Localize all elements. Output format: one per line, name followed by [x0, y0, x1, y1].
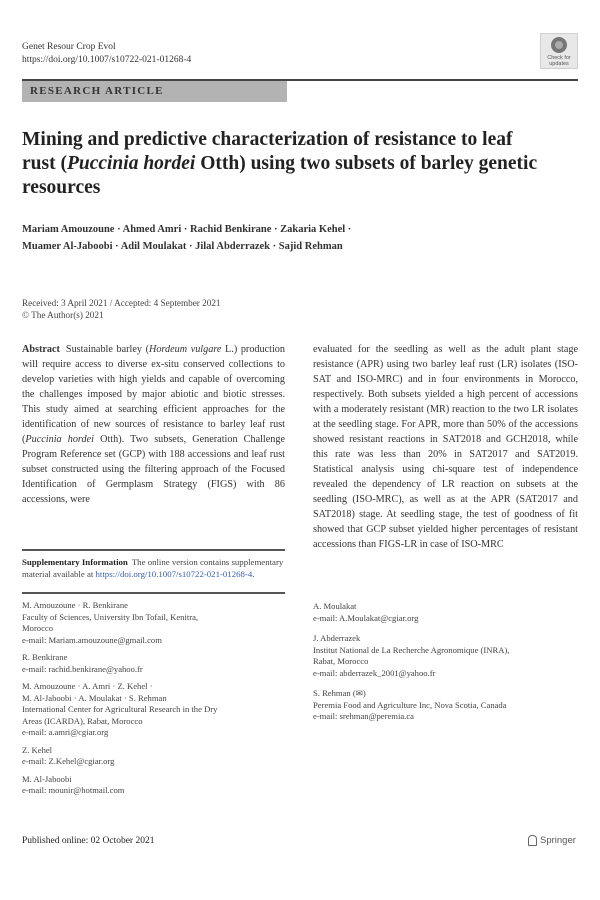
author-list: [22, 221, 562, 255]
email-link[interactable]: e-mail: srehman@peremia.ca: [313, 711, 414, 721]
email-link[interactable]: e-mail: rachid.benkirane@yahoo.fr: [22, 663, 143, 674]
affiliation-block: R. Benkirane e-mail: rachid.benkirane@yahoo.fr: [22, 652, 292, 675]
email-link[interactable]: e-mail: Z.Kehel@cgiar.org: [22, 756, 115, 766]
authors-line-1: Mariam Amouzoune · Ahmed Amri · Rachid Benkirane · Zakaria Kehel ·: [22, 224, 352, 235]
abstract-left-column: Abstract Sustainable barley (Hordeum vulgare L.) production will require access to diverse ex-situ conserved collections to develop varieties with high yields and capable of overcoming the challenges imposed by major abiotic and biotic stresses. This study aimed at searching efficient approaches for the identification of new sources of resistance to barley leaf rust (Puccinia hordei Otth). Two subsets, Generation Challenge Program Reference set (GCP) with 188 accessions and leaf rust subset constructed using the filtering approach of the Focused Identification of Germplasm Strategy (FIGS) with 86 accessions, were: [22, 344, 285, 505]
check-updates-icon: [551, 37, 567, 53]
supplementary-bottom-rule: [22, 592, 285, 594]
copyright: © The Author(s) 2021: [22, 310, 104, 320]
article-type-banner: [22, 81, 287, 102]
email-link[interactable]: e-mail: mounir@hotmail.com: [22, 785, 125, 795]
check-for-updates-badge[interactable]: [540, 33, 578, 69]
abstract-heading: Abstract: [22, 344, 60, 355]
published-online-date: Published online: 02 October 2021: [22, 836, 155, 846]
badge-label: Check for updates: [547, 55, 571, 67]
journal-header: [22, 41, 191, 67]
received-accepted: Received: 3 April 2021 / Accepted: 4 September 2021: [22, 298, 221, 308]
authors-line-2: Muamer Al-Jaboobi · Adil Moulakat · Jilal Abderrazek · Sajid Rehman: [22, 241, 343, 252]
affiliations-left: [22, 600, 292, 803]
affiliation-block: S. Rehman (✉) Peremia Food and Agriculture Inc, Nova Scotia, Canada e-mail: srehman@peremia.ca: [313, 688, 583, 723]
email-link[interactable]: e-mail: a.amri@cgiar.org: [22, 727, 109, 737]
springer-horse-icon: [528, 835, 537, 846]
supplementary-link[interactable]: https://doi.org/10.1007/s10722-021-01268-4: [95, 568, 253, 579]
title-species: Puccinia hordei: [66, 153, 196, 174]
affiliation-block: Z. Kehel e-mail: Z.Kehel@cgiar.org: [22, 745, 292, 768]
affiliation-block: M. Amouzoune · A. Amri · Z. Kehel · M. Al-Jaboobi · A. Moulakat · S. Rehman International Center for Agricultural Research in the Dry Areas (ICARDA), Rabat, Morocco e-mail: a.amri@cgiar.org: [22, 681, 292, 739]
affiliation-block: M. Al-Jaboobi e-mail: mounir@hotmail.com: [22, 774, 292, 797]
affiliation-block: A. Moulakat e-mail: A.Moulakat@cgiar.org: [313, 601, 583, 624]
affiliations-right: [313, 601, 583, 732]
article-type: RESEARCH ARTICLE: [30, 85, 164, 97]
affiliation-block: M. Amouzoune · R. Benkirane Faculty of Sciences, University Ibn Tofail, Kenitra, Morocco e-mail: Mariam.amouzoune@gmail.com: [22, 600, 292, 646]
abstract-right-column: evaluated for the seedling as well as the adult plant stage resistance (APR) using two barley leaf rust (LR) isolates (ISO-SAT and ISO-MRC) and in four environments in Morocco, respectively. Both subsets yielded a high percent of accessions with a moderately resistant (MR) reaction to the two LR isolates at the seedling stage. For APR, more than 50% of the accessions showed resistant reactions in SAT2018 and GCH2018, while this rate was less than 20% in SAT2017 and SAT2019. Statistical analysis using chi-square test of independence revealed the dependency of LR reaction on subsets at the seedling (ISO-MRC), as well as at the APR (SAT2017 and SAT2018) stage. At seedling stage, the test of goodness of fit showed that GCP subset yielded higher percentages of resistant accessions than FIGS-LR in case of ISO-MRC: [313, 344, 578, 550]
publisher-logo: [528, 835, 576, 846]
email-link[interactable]: e-mail: A.Moulakat@cgiar.org: [313, 612, 419, 623]
email-link[interactable]: e-mail: abderrazek_2001@yahoo.fr: [313, 667, 436, 678]
supplementary-heading: Supplementary Information: [22, 557, 128, 567]
affiliation-block: J. Abderrazek Institut National de La Recherche Agronomique (INRA), Rabat, Morocco e-mail: abderrazek_2001@yahoo.fr: [313, 633, 583, 679]
supplementary-top-rule: [22, 549, 285, 551]
corresponding-author: S. Rehman (✉): [313, 688, 366, 698]
journal-name: Genet Resour Crop Evol: [22, 42, 116, 52]
supplementary-info: Supplementary Information The online version contains supplementary material available at https://doi.org/10.1007/s10722-021-01268-4.: [22, 557, 284, 579]
email-link[interactable]: e-mail: Mariam.amouzoune@gmail.com: [22, 634, 162, 645]
doi-link[interactable]: https://doi.org/10.1007/s10722-021-01268-4: [22, 55, 192, 65]
article-dates: [22, 297, 221, 321]
paper-title: Mining and predictive characterization of resistance to leaf rust (Puccinia hordei Otth) using two subsets of barley genetic resources: [22, 129, 538, 198]
publisher-name: Springer: [540, 835, 576, 846]
